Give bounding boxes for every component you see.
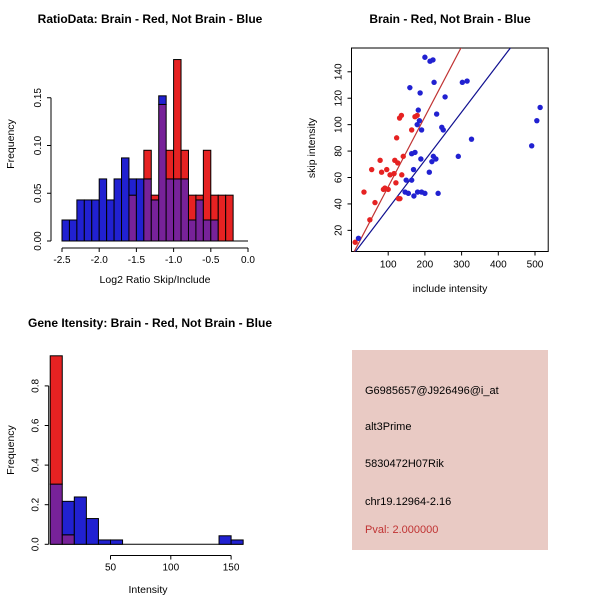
x-axis-label: include intensity [412,283,488,295]
x-tick-label: -0.5 [202,255,220,266]
scatter-point [427,170,432,175]
probe-id-text: G6985657@J926496@i_at [365,385,499,397]
x-tick-label: 50 [104,562,117,574]
scatter-point [397,196,402,201]
x-tick-label: 300 [453,259,470,271]
scatter-point [434,111,439,116]
scatter-point [418,156,423,161]
bar-segment [144,150,151,179]
y-axis-label: skip intensity [306,117,318,179]
scatter-point [361,189,366,194]
scatter-point [431,80,436,85]
y-tick-label: 0.05 [33,183,44,203]
scatter-point [419,127,424,132]
y-tick-label: 100 [333,116,345,133]
bar-segment [218,195,225,241]
scatter-point [391,171,396,176]
scatter-point [393,180,398,185]
scatter-point [412,150,417,155]
bar-segment [181,150,188,179]
y-axis-label: Frequency [5,425,17,475]
bar-segment [111,540,123,544]
bar-segment [92,200,99,241]
x-tick-label: 0.0 [241,255,255,266]
y-tick-label: 80 [333,145,345,157]
x-tick-label: -1.0 [164,255,183,266]
gene-name-text: 5830472H07Rik [365,458,444,470]
scatter-point [386,187,391,192]
scatter-plot [300,0,600,300]
x-tick-label: -2.0 [90,255,108,266]
bar-overlap-segment [166,179,173,241]
bar-segment [151,195,158,200]
bar-segment [174,60,181,179]
scatter-point [377,158,382,163]
y-axis-label: Frequency [5,119,17,169]
info-panel [300,300,600,600]
scatter-point [422,55,427,60]
bar-segment [219,536,231,545]
y-tick-label: 0.00 [33,231,44,251]
y-tick-label: 60 [333,171,345,184]
scatter-point [367,217,372,222]
scatter-point [372,200,377,205]
bar-segment [74,497,86,544]
bar-segment [203,150,210,220]
bar-segment [69,220,76,241]
y-tick-label: 140 [333,63,345,81]
bar-overlap-segment [181,179,188,241]
bar-segment [136,179,143,241]
y-tick-label: 0.0 [30,537,42,552]
x-tick-label: 400 [489,259,507,271]
x-tick-label: 500 [526,259,544,271]
chart-title: Gene Itensity: Brain - Red, Not Brain - Blue [27,316,273,330]
splice-type-text: alt3Prime [365,421,412,433]
y-tick-label: 120 [333,89,345,107]
bar-overlap-segment [196,200,203,241]
bar-overlap-segment [50,484,62,544]
bar-segment [84,200,91,241]
scatter-point [394,135,399,140]
histogram-intensity-panel [0,300,300,600]
x-tick-label: -1.5 [127,255,146,266]
x-tick-label: 200 [416,259,434,271]
chart-title: Brain - Red, Not Brain - Blue [369,12,531,26]
histogram-intensity-plot [0,300,300,600]
scatter-point [460,80,465,85]
bar-segment [166,150,173,179]
scatter-point [399,113,404,118]
scatter-point [456,154,461,159]
bar-overlap-segment [151,200,158,241]
scatter-point [403,177,408,182]
bar-overlap-segment [159,104,166,241]
y-tick-label: 0.8 [30,378,42,393]
scatter-point [411,193,416,198]
scatter-point [534,118,539,123]
bar-overlap-segment [174,179,181,241]
y-tick-label: 0.2 [30,497,42,512]
x-tick-label: 100 [162,562,180,574]
scatter-point [469,136,474,141]
bar-overlap-segment [129,195,136,241]
bar-overlap-segment [62,535,74,545]
scatter-point [422,191,427,196]
y-tick-label: 0.10 [33,135,44,156]
bar-segment [129,179,136,195]
bar-overlap-segment [144,179,151,241]
y-tick-label: 20 [333,224,345,236]
scatter-point [369,167,374,172]
bar-segment [122,158,129,241]
chart-title: RatioData: Brain - Red, Not Brain - Blue [37,12,263,26]
bar-overlap-segment [211,220,218,241]
x-axis-label: Intensity [128,584,168,596]
bar-segment [99,179,106,241]
bar-overlap-segment [203,220,210,241]
scatter-point [407,85,412,90]
scatter-point [442,94,447,99]
not-brain-fit-line [352,0,549,257]
bar-segment [62,501,74,534]
scatter-point [384,167,389,172]
scatter-panel [300,0,600,300]
bar-segment [77,200,84,241]
pval-text: Pval: 2.000000 [365,524,439,536]
x-tick-label: 150 [222,562,240,574]
scatter-point [441,127,446,132]
bar-segment [98,540,110,544]
scatter-point [409,127,414,132]
scatter-point [416,107,421,112]
histogram-ratio-panel [0,0,300,300]
scatter-point [356,236,361,241]
bar-segment [188,195,195,220]
scatter-point [409,177,414,182]
bar-segment [114,179,121,241]
y-tick-label: 40 [333,198,345,210]
bar-segment [62,220,69,241]
x-tick-label: 100 [379,259,397,271]
bar-segment [50,356,62,484]
scatter-point [417,90,422,95]
scatter-point [395,160,400,165]
scatter-point [379,170,384,175]
bar-segment [86,519,98,545]
bar-segment [107,200,114,241]
x-tick-label: -2.5 [53,255,71,266]
scatter-point [406,191,411,196]
scatter-point [401,154,406,159]
bar-segment [226,195,233,241]
bar-overlap-segment [188,220,195,241]
scatter-point [537,105,542,110]
scatter-point [430,57,435,62]
info-box [352,350,548,550]
x-axis-label: Log2 Ratio Skip/Include [99,274,211,286]
scatter-point [435,191,440,196]
histogram-ratio-plot [0,0,300,300]
scatter-point [529,143,534,148]
bar-segment [196,195,203,200]
locus-text: chr19.12964-2.16 [365,496,452,508]
bar-segment [159,96,166,105]
bar-segment [231,540,243,544]
y-tick-label: 0.6 [30,418,42,433]
scatter-point [399,172,404,177]
scatter-point [433,156,438,161]
scatter-point [464,78,469,83]
bar-segment [211,195,218,220]
scatter-point [411,167,416,172]
y-tick-label: 0.15 [33,88,44,108]
y-tick-label: 0.4 [30,458,42,473]
plot-box [352,48,549,251]
scatter-point [414,113,419,118]
scatter-point [417,118,422,123]
